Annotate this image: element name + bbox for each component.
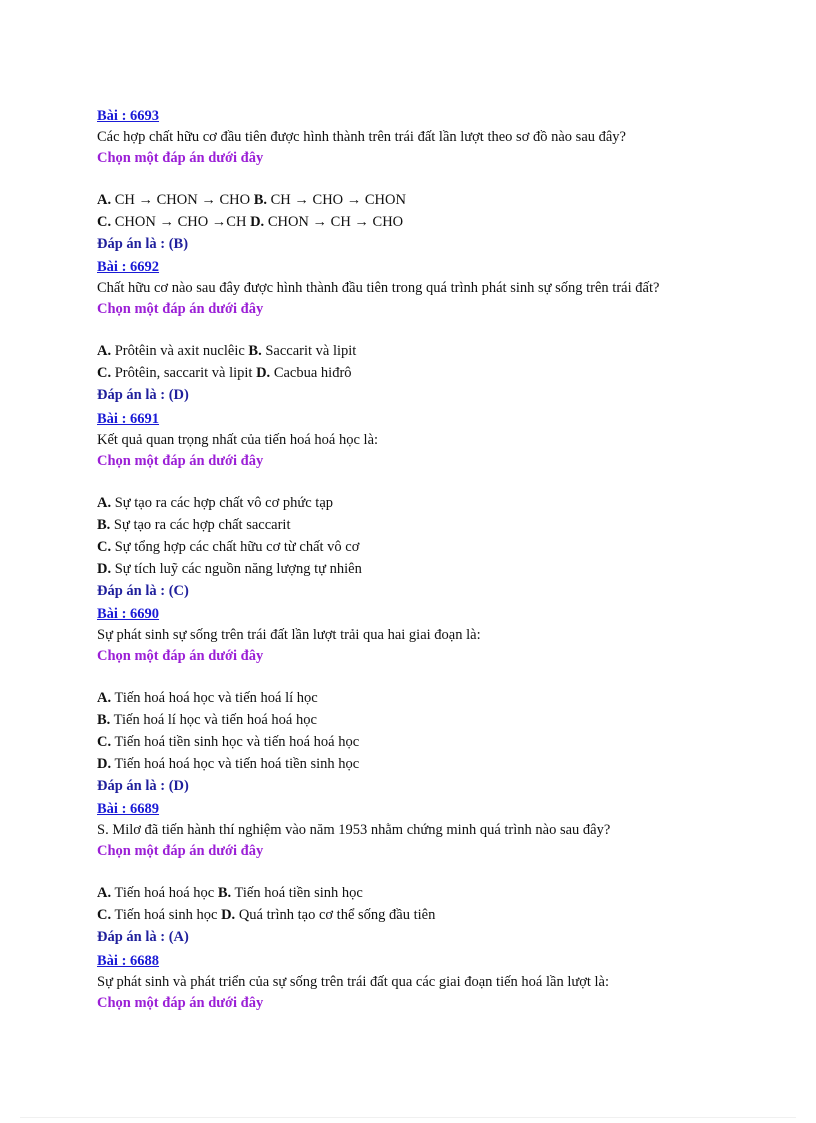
question-title[interactable] xyxy=(97,107,165,125)
option-label[interactable]: C. xyxy=(97,907,112,923)
question-title[interactable] xyxy=(97,605,165,623)
question-text: Các hợp chất hữu cơ đầu tiên được hình thành trên trái đất lần lượt theo sơ đồ nào sau đây? xyxy=(97,129,626,145)
option-text[interactable]: Tiến hoá sinh học xyxy=(111,907,222,923)
question-title[interactable] xyxy=(97,258,165,276)
choose-answer-prompt: Chọn một đáp án dưới đây xyxy=(97,453,264,469)
option-text[interactable]: Sự tạo ra các hợp chất saccarit xyxy=(110,517,291,533)
answer-key: Đáp án là : (C) xyxy=(97,583,189,599)
options-row xyxy=(97,733,359,751)
option-label[interactable]: A. xyxy=(97,885,112,901)
options-row xyxy=(97,364,352,382)
option-label[interactable]: D. xyxy=(97,561,112,577)
option-text[interactable]: CHON → CHO →CH xyxy=(111,214,251,230)
options-row xyxy=(97,689,318,707)
question-title-link[interactable]: Bài : 6692 xyxy=(97,259,160,275)
question-title-link[interactable]: Bài : 6693 xyxy=(97,108,160,124)
option-label[interactable]: A. xyxy=(97,343,112,359)
option-label[interactable]: B. xyxy=(248,343,262,359)
option-label[interactable]: C. xyxy=(97,365,112,381)
option-text[interactable]: CH → CHON → CHO xyxy=(111,192,254,208)
choose-answer-prompt: Chọn một đáp án dưới đây xyxy=(97,843,264,859)
choose-answer-prompt: Chọn một đáp án dưới đây xyxy=(97,995,264,1011)
choose-answer-prompt: Chọn một đáp án dưới đây xyxy=(97,301,264,317)
options-row xyxy=(97,213,403,231)
answer-key: Đáp án là : (A) xyxy=(97,929,189,945)
option-text[interactable]: Tiến hoá hoá học và tiến hoá lí học xyxy=(111,690,318,706)
option-label[interactable]: D. xyxy=(256,365,271,381)
options-row xyxy=(97,755,359,773)
options-row xyxy=(97,494,333,512)
option-label[interactable]: C. xyxy=(97,539,112,555)
question-title-link[interactable]: Bài : 6691 xyxy=(97,411,160,427)
question-title-link[interactable]: Bài : 6688 xyxy=(97,953,160,969)
option-label[interactable]: C. xyxy=(97,214,112,230)
option-text[interactable]: CH → CHO → CHON xyxy=(267,192,406,208)
options-row xyxy=(97,342,356,360)
option-label[interactable]: B. xyxy=(253,192,267,208)
options-row xyxy=(97,516,290,534)
options-row xyxy=(97,906,435,924)
option-text[interactable]: Tiến hoá tiền sinh học xyxy=(231,885,363,901)
option-label[interactable]: D. xyxy=(221,907,236,923)
option-text[interactable]: Tiến hoá lí học và tiến hoá hoá học xyxy=(110,712,317,728)
option-text[interactable]: Quá trình tạo cơ thể sống đầu tiên xyxy=(235,907,436,923)
question-text: Sự phát sinh và phát triển của sự sống trên trái đất qua các giai đoạn tiến hoá lần lượt là: xyxy=(97,974,610,990)
question-title[interactable] xyxy=(97,410,165,428)
option-text[interactable]: Prôtêin và axit nuclêic xyxy=(111,343,249,359)
option-label[interactable]: B. xyxy=(97,517,111,533)
question-title[interactable] xyxy=(97,952,165,970)
choose-answer-prompt: Chọn một đáp án dưới đây xyxy=(97,648,264,664)
answer-key: Đáp án là : (D) xyxy=(97,778,189,794)
answer-key: Đáp án là : (B) xyxy=(97,236,189,252)
options-row xyxy=(97,191,406,209)
choose-answer-prompt: Chọn một đáp án dưới đây xyxy=(97,150,264,166)
option-text[interactable]: Tiến hoá hoá học xyxy=(111,885,218,901)
question-text: Sự phát sinh sự sống trên trái đất lần lượt trải qua hai giai đoạn là: xyxy=(97,627,481,643)
question-title-link[interactable]: Bài : 6690 xyxy=(97,606,160,622)
option-label[interactable]: D. xyxy=(97,756,112,772)
option-text[interactable]: Prôtêin, saccarit và lipit xyxy=(111,365,257,381)
option-text[interactable]: Tiến hoá hoá học và tiến hoá tiền sinh học xyxy=(111,756,360,772)
question-text: S. Milơ đã tiến hành thí nghiệm vào năm 1953 nhằm chứng minh quá trình nào sau đây? xyxy=(97,822,611,838)
options-row xyxy=(97,884,363,902)
option-text[interactable]: Cacbua hiđrô xyxy=(270,365,352,381)
options-row xyxy=(97,560,362,578)
question-title[interactable] xyxy=(97,800,165,818)
options-row xyxy=(97,538,359,556)
answer-key: Đáp án là : (D) xyxy=(97,387,189,403)
option-label[interactable]: B. xyxy=(97,712,111,728)
option-label[interactable]: B. xyxy=(217,885,232,901)
option-label[interactable]: A. xyxy=(97,495,112,511)
option-text[interactable]: Tiến hoá tiền sinh học và tiến hoá hoá học xyxy=(111,734,360,750)
page-bottom-divider xyxy=(20,1117,796,1118)
option-text[interactable]: Sự tích luỹ các nguồn năng lượng tự nhiên xyxy=(111,561,362,577)
question-text: Chất hữu cơ nào sau đây được hình thành đầu tiên trong quá trình phát sinh sự sống trên trái đất? xyxy=(97,280,660,296)
option-text[interactable]: Sự tạo ra các hợp chất vô cơ phức tạp xyxy=(111,495,333,511)
question-title-link[interactable]: Bài : 6689 xyxy=(97,801,160,817)
question-text: Kết quả quan trọng nhất của tiến hoá hoá học là: xyxy=(97,432,379,448)
option-label[interactable]: A. xyxy=(97,192,112,208)
option-text[interactable]: CHON → CH → CHO xyxy=(264,214,404,230)
option-text[interactable]: Saccarit và lipit xyxy=(261,343,357,359)
option-text[interactable]: Sự tổng hợp các chất hữu cơ từ chất vô cơ xyxy=(111,539,360,555)
option-label[interactable]: A. xyxy=(97,690,112,706)
options-row xyxy=(97,711,317,729)
option-label[interactable]: D. xyxy=(250,214,265,230)
option-label[interactable]: C. xyxy=(97,734,112,750)
